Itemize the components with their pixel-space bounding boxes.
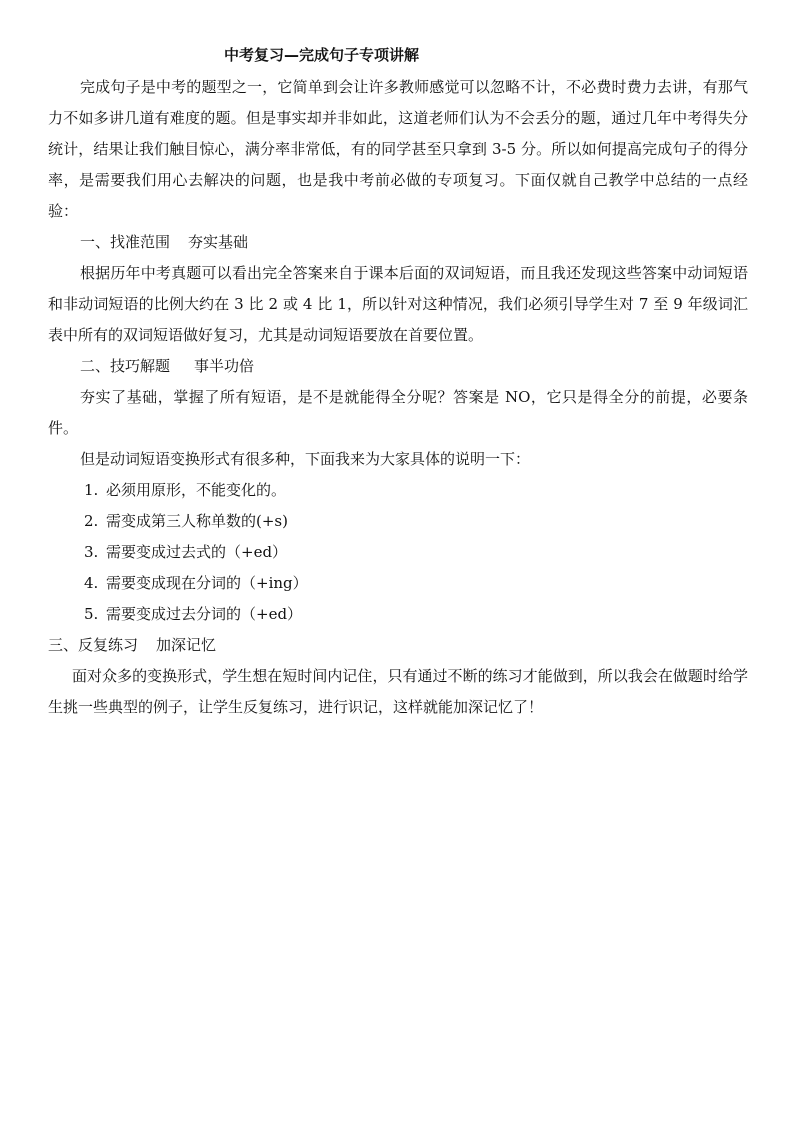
list-item-text: 需要变成过去分词的（+ed） [106, 605, 303, 623]
list-item [84, 475, 748, 506]
intro-paragraph: 完成句子是中考的题型之一，它简单到会让许多教师感觉可以忽略不计，不必费时费力去讲，有那气力不如多讲几道有难度的题。但是事实却并非如此，这道老师们认为不会丢分的题，通过几年中考得失分统计，结果让我们触目惊心，满分率非常低，有的同学甚至只拿到 3-5 分。所以如何提高完成句子的得分率，是需要我们用心去解决的问题，也是我中考前必做的专项复习。下面仅就自己教学中总结的一点经验： [48, 78, 748, 220]
section-2-heading-part-a: 二、技巧解题 [80, 357, 171, 375]
list-item-text: 需变成第三人称单数的(+s) [106, 512, 288, 530]
document-page [48, 40, 748, 723]
list-item-text: 需要变成现在分词的（+ing） [106, 574, 308, 592]
conversion-list [48, 475, 748, 630]
list-item-number: 5. [84, 605, 99, 623]
section-2-heading [48, 351, 748, 382]
list-item-number: 4. [84, 574, 99, 592]
section-1-heading [48, 227, 748, 258]
list-item [84, 537, 748, 568]
section-3-heading [48, 630, 748, 661]
list-item-number: 2. [84, 512, 99, 530]
list-item [84, 506, 748, 537]
section-3-heading-part-b: 加深记忆 [156, 636, 217, 654]
section-1-body: 根据历年中考真题可以看出完全答案来自于课本后面的双词短语，而且我还发现这些答案中动词短语和非动词短语的比例大约在 3 比 2 或 4 比 1，所以针对这种情况，我们必须引导学生对 7 至 9 年级词汇表中所有的双词短语做好复习，尤其是动词短语要放在首要位置。 [48, 264, 748, 344]
section-2-heading-part-b: 事半功倍 [194, 357, 255, 375]
list-item-number: 3. [84, 543, 99, 561]
section-1-heading-part-a: 一、找准范围 [80, 233, 171, 251]
list-item [84, 599, 748, 630]
section-1-heading-part-b: 夯实基础 [188, 233, 249, 251]
section-2-body-1: 夯实了基础，掌握了所有短语，是不是就能得全分呢？答案是 NO，它只是得全分的前提，必要条件。 [48, 388, 748, 437]
list-item [84, 568, 748, 599]
section-3-body: 面对众多的变换形式，学生想在短时间内记住，只有通过不断的练习才能做到，所以我会在做题时给学生挑一些典型的例子，让学生反复练习，进行识记，这样就能加深记忆了！ [48, 667, 748, 716]
document-title: 中考复习—完成句子专项讲解 [224, 46, 420, 64]
section-3-heading-part-a: 三、反复练习 [48, 636, 139, 654]
list-item-text: 必须用原形，不能变化的。 [106, 481, 287, 499]
section-2-body-2: 但是动词短语变换形式有很多种，下面我来为大家具体的说明一下： [80, 450, 531, 468]
list-item-number: 1. [84, 481, 99, 499]
list-item-text: 需要变成过去式的（+ed） [106, 543, 288, 561]
